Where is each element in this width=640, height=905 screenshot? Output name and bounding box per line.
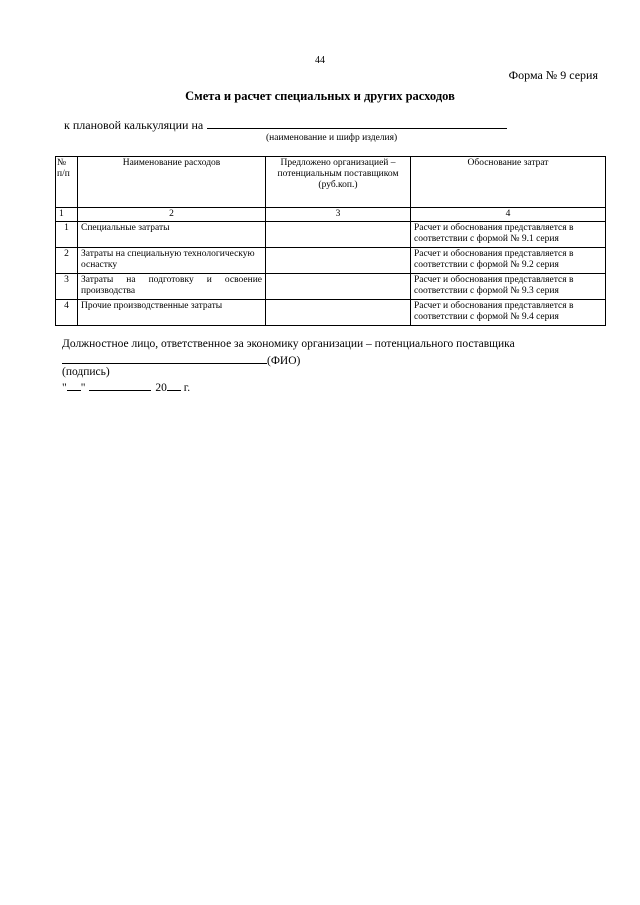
fio-field[interactable] [62, 352, 267, 364]
table-row [56, 300, 606, 326]
year-suffix: г. [183, 382, 191, 394]
date-open-quote: " [62, 382, 67, 394]
row-proposed-cell[interactable] [266, 274, 411, 300]
signature-label: (подпись) [62, 366, 110, 378]
row-proposed-cell[interactable] [266, 222, 411, 248]
fio-line [62, 352, 300, 367]
product-name-hint: (наименование и шифр изделия) [266, 133, 398, 143]
row-proposed-cell[interactable] [266, 248, 411, 274]
table-row [56, 222, 606, 248]
row-num: 4 [56, 300, 78, 326]
document-title: Смета и расчет специальных и других расходов [185, 89, 455, 103]
year-field[interactable] [167, 380, 181, 391]
row-name: Прочие производственные затраты [78, 300, 266, 326]
column-number: 4 [411, 208, 606, 222]
row-justification: Расчет и обоснования представляется в соответствии с формой № 9.4 серия [411, 300, 606, 326]
calculation-line [64, 117, 507, 133]
header-num: № п/п [56, 157, 78, 208]
row-name: Специальные затраты [78, 222, 266, 248]
row-name: Затраты на специальную технологическую оснастку [78, 248, 266, 274]
row-num: 2 [56, 248, 78, 274]
header-justification: Обоснование затрат [411, 157, 606, 208]
calculation-prefix: к плановой калькуляции на [64, 118, 204, 132]
header-proposed: Предложено организацией – потенциальным поставщиком (руб.коп.) [266, 157, 411, 208]
year-prefix: 20 [155, 382, 167, 394]
responsible-official-text: Должностное лицо, ответственное за экономику организации – потенциального поставщика [62, 338, 515, 350]
column-number: 3 [266, 208, 411, 222]
column-number: 1 [56, 208, 78, 222]
date-close-quote: " [80, 382, 86, 394]
table-row [56, 274, 606, 300]
expenses-table [55, 156, 606, 326]
column-number-row [56, 208, 606, 222]
page-number: 44 [315, 55, 325, 66]
header-name: Наименование расходов [78, 157, 266, 208]
row-justification: Расчет и обоснования представляется в соответствии с формой № 9.1 серия [411, 222, 606, 248]
form-label: Форма № 9 серия [508, 68, 598, 82]
row-num: 3 [56, 274, 78, 300]
row-justification: Расчет и обоснования представляется в соответствии с формой № 9.3 серия [411, 274, 606, 300]
row-justification: Расчет и обоснования представляется в соответствии с формой № 9.2 серия [411, 248, 606, 274]
column-number: 2 [78, 208, 266, 222]
row-proposed-cell[interactable] [266, 300, 411, 326]
day-field[interactable] [67, 380, 81, 391]
product-name-field[interactable] [207, 117, 507, 129]
table-row [56, 248, 606, 274]
month-field[interactable] [89, 380, 151, 391]
table-header-row [56, 157, 606, 208]
row-name: Затраты на подготовку и освоение производства [78, 274, 266, 300]
date-line [62, 380, 190, 394]
row-num: 1 [56, 222, 78, 248]
fio-label: (ФИО) [267, 355, 301, 367]
